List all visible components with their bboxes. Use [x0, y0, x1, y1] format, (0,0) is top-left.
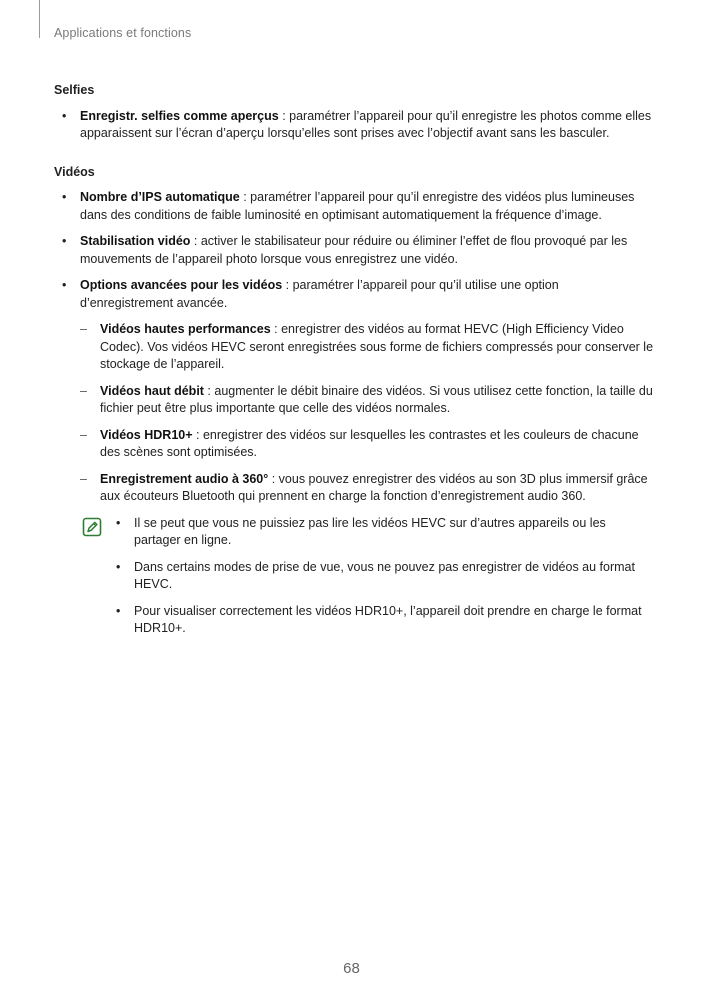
- note-pencil-icon: [82, 517, 102, 537]
- sub-list-item: [80, 321, 654, 374]
- advanced-options-list: [80, 321, 654, 506]
- sub-list-item: [80, 383, 654, 418]
- item-term: Vidéos hautes performances: [100, 322, 271, 336]
- header-rule: [39, 0, 40, 38]
- item-term: Vidéos HDR10+: [100, 427, 193, 442]
- section-title-selfies: Selfies: [54, 83, 95, 97]
- item-text: : enregistrer des vidéos au format HEVC (High Efficiency Video Codec). Vos vidéos HEVC seront enregistrées sous forme de fichiers compressés pour conserver le stockage de l’appareil.: [100, 322, 654, 371]
- note-box: [80, 515, 654, 638]
- item-term: Enregistr. selfies comme aperçus: [80, 108, 279, 123]
- item-text: : paramétrer l’appareil pour qu’il utilise une option d’enregistrement avancée.: [80, 278, 559, 310]
- item-term: Nombre d’IPS automatique: [80, 190, 240, 204]
- item-term: Enregistrement audio à 360°: [100, 471, 269, 486]
- item-term: Vidéos haut débit: [100, 383, 204, 398]
- item-term: Options avancées pour les vidéos: [80, 278, 283, 292]
- note-item: • Pour visualiser correctement les vidéos HDR10+, l’appareil doit prendre en charge le format HDR10+.: [108, 603, 654, 638]
- note-list: [108, 515, 654, 638]
- item-text: : vous pouvez enregistrer des vidéos au son 3D plus immersif grâce aux écouteurs Bluetooth qui prennent en charge la fonction d’enregistrement audio 360.: [100, 471, 648, 503]
- note-item: • Il se peut que vous ne puissiez pas lire les vidéos HEVC sur d’autres appareils ou les partager en ligne.: [108, 515, 654, 550]
- item-text: : activer le stabilisateur pour réduire ou éliminer l’effet de flou provoqué par les mouvements de l’appareil photo lorsque vous enregistrez une vidéo.: [80, 234, 628, 266]
- page-number: 68: [343, 960, 360, 977]
- list-item: [54, 108, 654, 143]
- list-item: [54, 189, 654, 224]
- sub-list-item: [80, 471, 654, 506]
- note-item: • Dans certains modes de prise de vue, vous ne pouvez pas enregistrer de vidéos au format HEVC.: [108, 559, 654, 594]
- item-text: : paramétrer l’appareil pour qu’il enregistre les photos comme elles apparaissent sur l’écran d’aperçu lorsqu’elles sont prises avec l’objectif avant sans les basculer.: [80, 108, 652, 140]
- item-term: Stabilisation vidéo: [80, 234, 191, 248]
- item-text: : paramétrer l’appareil pour qu’il enregistre des vidéos plus lumineuses dans des conditions de faible luminosité en optimisant automatiquement la fréquence d’image.: [80, 190, 635, 222]
- item-text: : enregistrer des vidéos sur lesquelles les contrastes et les couleurs de chacune des scènes sont optimisées.: [100, 427, 639, 459]
- selfies-list: [54, 108, 654, 143]
- sub-list-item: [80, 427, 654, 462]
- content: [54, 82, 654, 647]
- section-title-videos: Vidéos: [54, 164, 95, 179]
- list-item: [54, 233, 654, 268]
- list-item: [54, 277, 654, 506]
- header-title: Applications et fonctions: [54, 26, 192, 40]
- videos-list: [54, 189, 654, 506]
- item-text: : augmenter le débit binaire des vidéos. Si vous utilisez cette fonction, la taille du fichier peut être plus importante que celle des vidéos normales.: [100, 383, 653, 415]
